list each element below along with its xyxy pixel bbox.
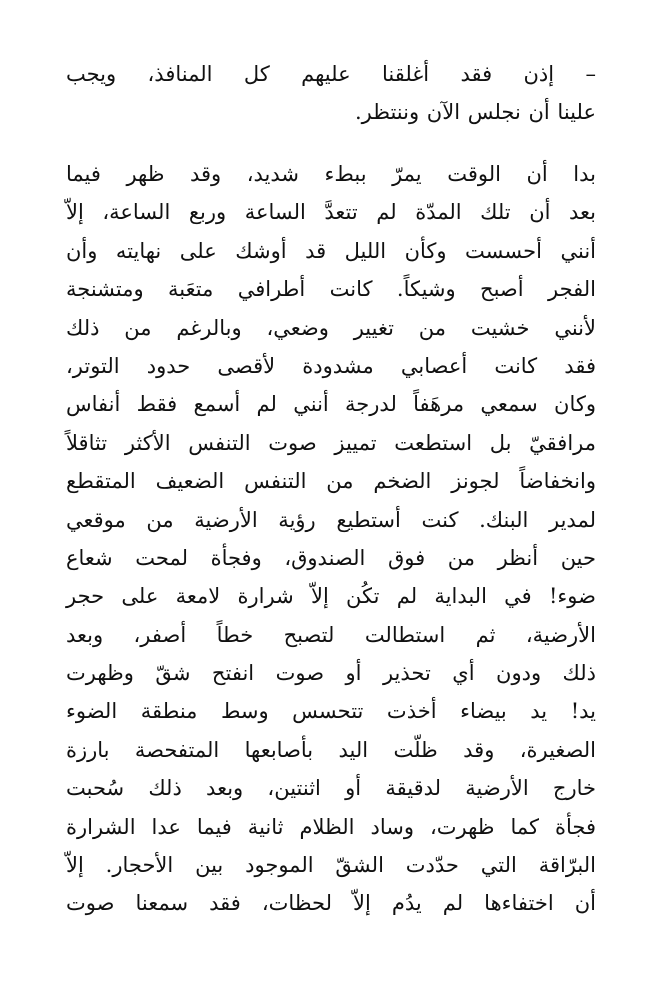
paragraph-narrative [66, 155, 596, 923]
text-line: فجأة كما ظهرت، وساد الظلام ثانية فيما عدا الشرارة [66, 814, 596, 839]
text-line: حين أنظر من فوق الصندوق، وفجأة لمحت شعاع [66, 545, 596, 570]
text-line: أنني أحسست وكأن الليل قد أوشك على نهايته وأن [66, 238, 596, 263]
text-line: الفجر أصبح وشيكاً. كانت أطرافي متعَبة ومتشنجة [66, 277, 596, 302]
text-line: بدا أن الوقت يمرّ ببطء شديد، وقد ظهر فيما [66, 162, 596, 186]
text-line: ضوء! في البداية لم تكُن إلاّ شرارة لامعة على حجر [66, 584, 596, 609]
text-line: البرّاقة التي حدّدت الشقّ الموجود بين الأحجار. إلاّ [66, 853, 596, 878]
text-line: مرافقيّ بل استطعت تمييز صوت التنفس الأكثر تثاقلاً [66, 430, 596, 455]
text-line: وانخفاضاً لجونز الضخم من التنفس الضعيف المتقطع [66, 469, 596, 494]
text-line: الأرضية، ثم استطالت لتصبح خطاً أصفر، وبعد [66, 622, 596, 647]
text-line: – إذن فقد أغلقنا عليهم كل المنافذ، ويجب [66, 62, 596, 86]
text-line: بعد أن تلك المدّة لم تتعدَّ الساعة وربع الساعة، إلاّ [66, 200, 596, 225]
text-line: لأنني خشيت من تغيير وضعي، وبالرغم من ذلك [66, 315, 596, 340]
paragraph-dialogue [66, 55, 596, 132]
text-line: يد! يد بيضاء أخذت تتحسس وسط منطقة الضوء [66, 699, 596, 724]
text-line: ذلك ودون أي تحذير أو صوت انفتح شقّ وظهرت [66, 661, 596, 686]
text-line: علينا أن نجلس الآن وننتظر. [354, 100, 596, 125]
text-line: خارج الأرضية لدقيقة أو اثنتين، وبعد ذلك سُحبت [66, 776, 596, 801]
text-line: الصغيرة، وقد ظلّت اليد بأصابعها المتفحصة بارزة [66, 737, 596, 762]
text-line: أن اختفاءها لم يدُم إلاّ لحظات، فقد سمعنا صوت [66, 891, 596, 916]
text-line: فقد كانت أعصابي مشدودة لأقصى حدود التوتر، [66, 353, 596, 378]
text-line: لمدير البنك. كنت أستطيع رؤية الأرضية من موقعي [66, 507, 596, 532]
text-line: وكان سمعي مرهَفاً لدرجة أنني لم أسمع فقط أنفاس [66, 392, 596, 417]
